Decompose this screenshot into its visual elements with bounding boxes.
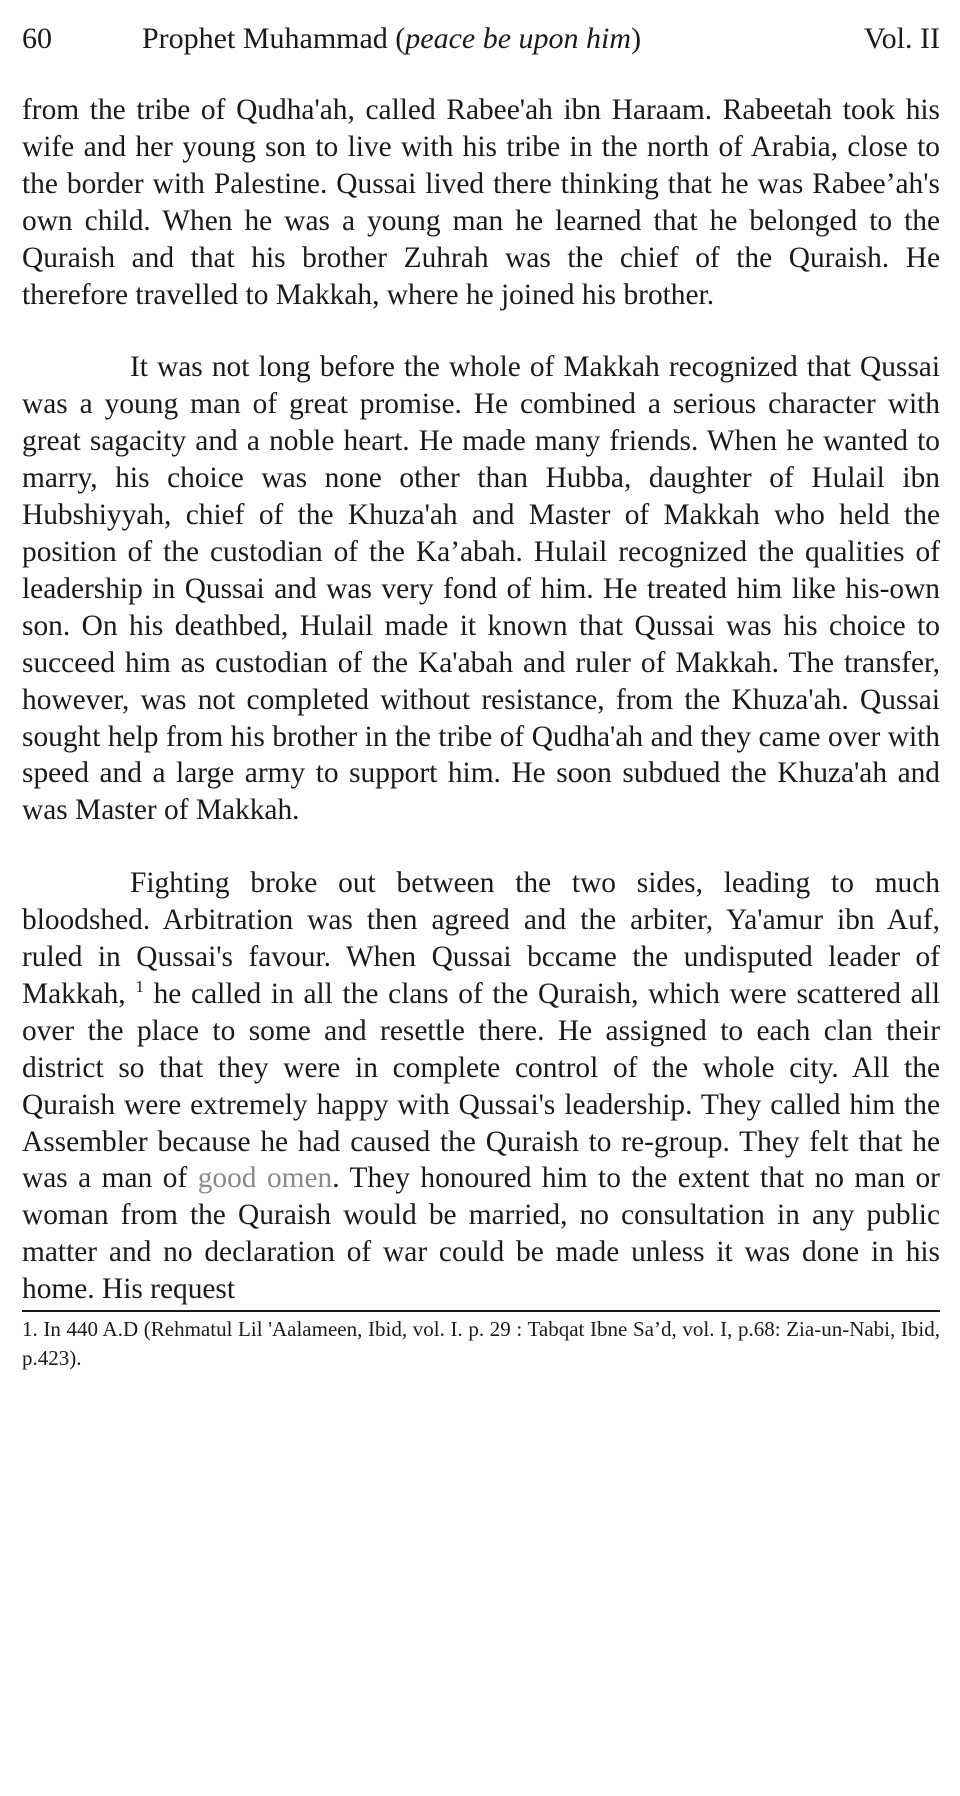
- paragraph-3-part-b: he called in all the clans of the Quraish, which were scattered all over the place to some and resettle there. He assigned to each clan their district so that they were in complete control of the whole city. All the Quraish were extremely happy with Qussai's leadership. They called him the Assembler because he had caused the Quraish to re-group. They felt that he was a man of: [22, 977, 940, 1195]
- footnote: 1. In 440 A.D (Rehmatul Lil 'Aalameen, Ibid, vol. I. p. 29 : Tabqat Ibne Sa’d, vol. I, p.68: Zia-un-Nabi, Ibid, p.423).: [22, 1317, 940, 1371]
- paragraph-3-part-a: Fighting broke out between the two sides, leading to much bloodshed. Arbitration was then agreed and the arbiter, Ya'amur ibn Auf, ruled in Qussai's favour. When Qussai bccame the undisputed leader of Makkah,: [22, 867, 940, 1010]
- footnote-reference: 1: [135, 977, 144, 997]
- paragraph-2: It was not long before the whole of Makkah recognized that Qussai was a young man of great promise. He combined a serious character with great sagacity and a noble heart. He made many friends. When he wanted to marry, his choice was none other than Hubba, daughter of Hulail ibn Hubshiyyah, chief of the Khuza'ah and Master of Makkah who held the position of the custodian of the Ka’abah. Hulail recognized the qualities of leadership in Qussai and was very fond of him. He treated him like his-own son. On his deathbed, Hulail made it known that Qussai was his choice to succeed him as custodian of the Ka'abah and ruler of Makkah. The transfer, however, was not completed without resistance, from the Khuza'ah. Qussai sought help from his brother in the tribe of Qudha'ah and they came over with speed and a large army to support him. He soon subdued the Khuza'ah and was Master of Makkah.: [22, 351, 940, 827]
- running-title-italic: peace be upon him: [405, 22, 632, 55]
- page-number: 60: [22, 22, 52, 55]
- paragraph-1: from the tribe of Qudha'ah, called Rabee'ah ibn Haraam. Rabeetah took his wife and her young son to live with his tribe in the north of Arabia, close to the border with Palestine. Qussai lived there thinking that he was Rabee’ah's own child. When he was a young man he learned that he belonged to the Quraish and that his brother Zuhrah was the chief of the Quraish. He therefore travelled to Makkah, where he joined his brother.: [22, 94, 940, 311]
- paragraph-3: [22, 865, 940, 1308]
- running-title: [142, 22, 641, 56]
- running-title-main: Prophet Muhammad (: [142, 22, 406, 55]
- running-header: [22, 0, 940, 78]
- faint-text: good omen: [197, 1162, 333, 1195]
- footnote-divider: [22, 1310, 940, 1312]
- volume-label: Vol. II: [863, 22, 940, 55]
- running-title-close: ): [631, 22, 642, 55]
- book-page: [22, 0, 940, 1373]
- paragraph-3-part-c: . They honoured him to the extent that no man or woman from the Quraish would be married, no consultation in any public matter and no declaration of war could be made unless it was done in his home. His request: [22, 1162, 940, 1306]
